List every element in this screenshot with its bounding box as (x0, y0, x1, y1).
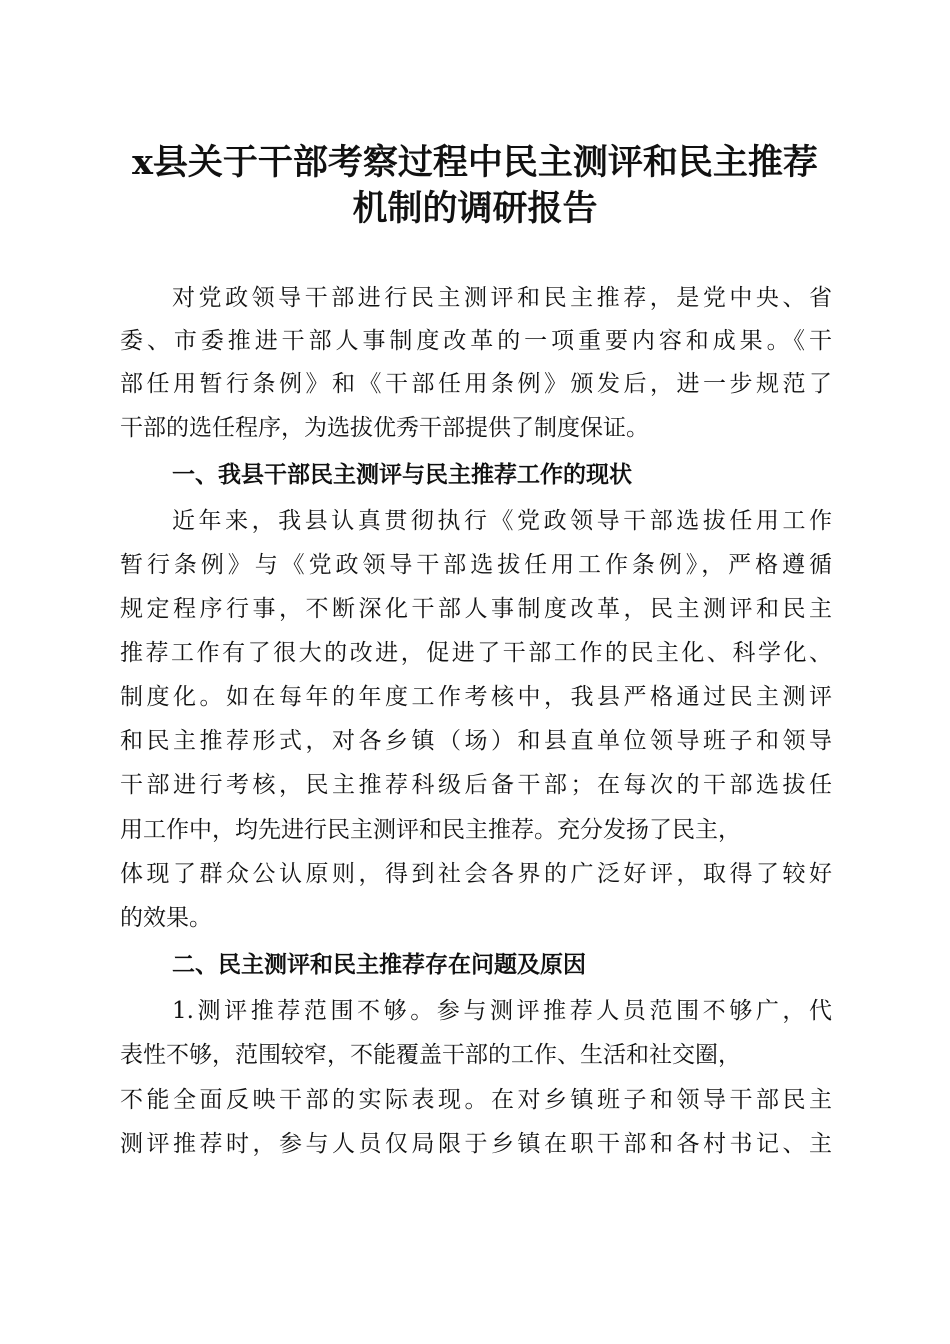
paragraph-line: 用工作中，均先进行民主测评和民主推荐。充分发扬了民主， (120, 817, 741, 843)
paragraph-line: 1.测评推荐范围不够。参与测评推荐人员范围不够广，代 (172, 998, 832, 1024)
paragraph-line: 体现了群众公认原则，得到社会各界的广泛好评，取得了较好 (120, 861, 832, 887)
document-title-line-2: 机制的调研报告 (352, 188, 598, 229)
paragraph-line: 近年来，我县认真贯彻执行《党政领导干部选拔任用工作 (172, 508, 832, 534)
paragraph-line: 对党政领导干部进行民主测评和民主推荐，是党中央、省 (172, 285, 832, 311)
paragraph-line: 暂行条例》与《党政领导干部选拔任用工作条例》，严格遵循 (120, 552, 832, 578)
paragraph-line: 不能全面反映干部的实际表现。在对乡镇班子和领导干部民主 (120, 1087, 832, 1113)
paragraph-line: 委、市委推进干部人事制度改革的一项重要内容和成果。《干 (120, 328, 832, 354)
section-heading-1: 一、我县干部民主测评与民主推荐工作的现状 (172, 462, 632, 488)
paragraph-line: 部任用暂行条例》和《干部任用条例》颁发后，进一步规范了 (120, 371, 832, 397)
paragraph-line: 规定程序行事，不断深化干部人事制度改革，民主测评和民主 (120, 596, 832, 622)
section-heading-2: 二、民主测评和民主推荐存在问题及原因 (172, 952, 586, 978)
paragraph-line: 测评推荐时，参与人员仅局限于乡镇在职干部和各村书记、主 (120, 1131, 832, 1157)
paragraph-line: 干部进行考核，民主推荐科级后备干部；在每次的干部选拔任 (120, 772, 832, 798)
paragraph-line: 和民主推荐形式，对各乡镇（场）和县直单位领导班子和领导 (120, 728, 832, 754)
document-title-line-1: x县关于干部考察过程中民主测评和民主推荐 (132, 142, 818, 183)
paragraph-line: 表性不够，范围较窄，不能覆盖干部的工作、生活和社交圈， (120, 1042, 741, 1068)
paragraph-line: 的效果。 (120, 905, 212, 931)
paragraph-line: 推荐工作有了很大的改进，促进了干部工作的民主化、科学化、 (120, 640, 832, 666)
paragraph-line: 干部的选任程序，为选拔优秀干部提供了制度保证。 (120, 415, 649, 441)
paragraph-line: 制度化。如在每年的年度工作考核中，我县严格通过民主测评 (120, 684, 832, 710)
